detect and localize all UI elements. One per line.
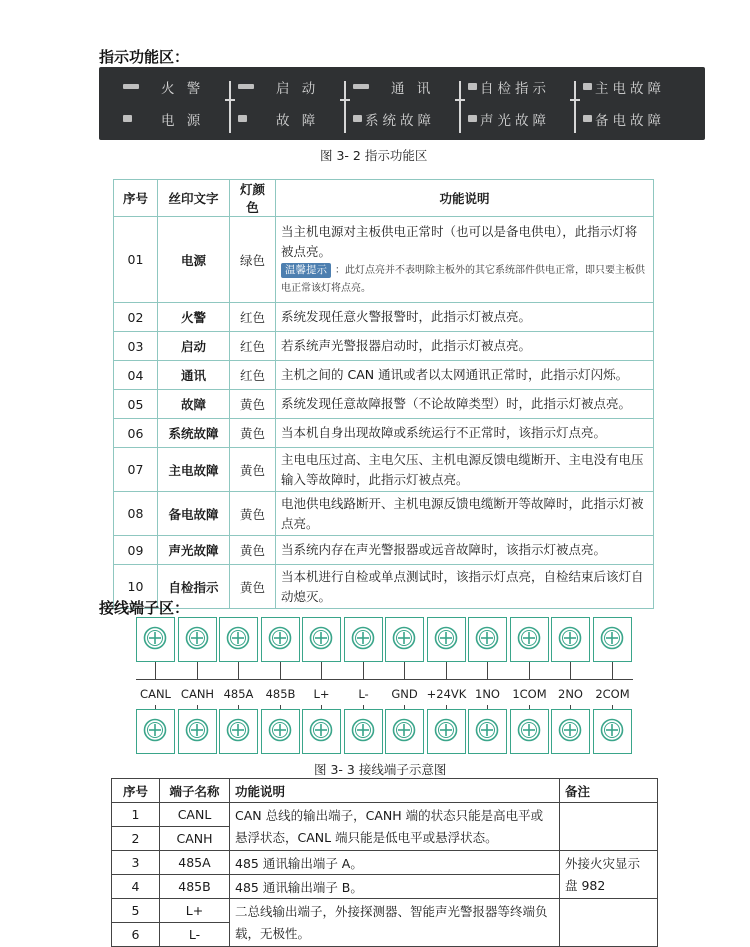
terminal-label: 2COM	[595, 687, 630, 701]
can-description: CAN 总线的输出端子，CANH 端的状态只能是高电平或悬浮状态，CANL 端只能是低电平或悬浮状态。	[230, 803, 560, 851]
table-row: 02 火警 红色 系统发现任意火警报警时，此指示灯被点亮。	[114, 303, 654, 332]
terminal-block-bottom	[593, 709, 632, 754]
tip-note: 温馨提示 ：此灯点亮并不表明除主板外的其它系统部件供电正常，即只要主板供电正常该灯将点亮。	[281, 263, 645, 294]
indicator-selftest: 自检指示	[444, 71, 559, 101]
terminal-label: 1NO	[475, 687, 500, 701]
screw-icon	[558, 718, 582, 742]
terminal-block-bottom	[385, 709, 424, 754]
terminal-table	[111, 778, 658, 947]
header-remark: 备注	[560, 779, 658, 803]
table-row: 4 485B 485 通讯输出端子 B。	[112, 875, 658, 899]
terminal-block-top	[302, 617, 341, 662]
terminal-block-top	[593, 617, 632, 662]
terminal-block-top	[178, 617, 217, 662]
terminal-lead	[197, 662, 198, 680]
led-icon	[238, 115, 247, 122]
terminal-block-top	[219, 617, 258, 662]
indicator-start: 启 动	[214, 71, 329, 101]
terminal-lead	[155, 662, 156, 680]
terminal-label: 485A	[223, 687, 254, 701]
table-header-row	[112, 779, 658, 803]
header-function: 功能说明	[276, 180, 654, 217]
terminal-lead	[446, 705, 447, 709]
led-icon	[583, 115, 592, 122]
led-icon	[583, 83, 592, 90]
indicator-section-title: 指示功能区：	[99, 48, 190, 66]
table-row: 2 CANH	[112, 827, 658, 851]
terminal-block-bottom	[344, 709, 383, 754]
screw-icon	[475, 626, 499, 650]
screw-icon	[517, 626, 541, 650]
terminal-block-bottom	[427, 709, 466, 754]
terminal-block-bottom	[510, 709, 549, 754]
terminal-block-top	[385, 617, 424, 662]
table-row: 5 L+ 二总线输出端子，外接探测器、智能声光警报器等终端负载，无极性。	[112, 899, 658, 923]
terminal-lead	[280, 662, 281, 680]
panel-divider	[574, 81, 576, 133]
terminal-label: 485B	[265, 687, 296, 701]
header-terminal-name: 端子名称	[160, 779, 230, 803]
screw-icon	[143, 626, 167, 650]
indicator-sound-light-fault: 声光故障	[444, 103, 559, 133]
terminal-block-top	[551, 617, 590, 662]
terminal-label: GND	[391, 687, 418, 701]
led-icon	[468, 115, 477, 122]
indicator-fire: 火 警	[99, 71, 214, 101]
terminal-lead	[404, 705, 405, 709]
indicator-comm: 通 讯	[329, 71, 444, 101]
header-silk-text: 丝印文字	[158, 180, 230, 217]
indicator-fault: 故 障	[214, 103, 329, 133]
terminal-block-top	[510, 617, 549, 662]
led-icon	[468, 83, 477, 90]
screw-icon	[517, 718, 541, 742]
panel-divider	[344, 81, 346, 133]
indicator-main-power-fault: 主电故障	[559, 71, 674, 101]
table-row: 05 故障 黄色 系统发现任意故障报警（不论故障类型）时，此指示灯被点亮。	[114, 390, 654, 419]
led-icon	[123, 115, 132, 122]
terminal-label: L-	[358, 687, 369, 701]
screw-icon	[351, 718, 375, 742]
panel-divider	[229, 81, 231, 133]
terminal-lead	[529, 705, 530, 709]
terminal-block-top	[468, 617, 507, 662]
terminal-lead	[612, 705, 613, 709]
screw-icon	[558, 626, 582, 650]
table-row: 08 备电故障 黄色 电池供电线路断开、主机电源反馈电缆断开等故障时，此指示灯被点亮。	[114, 492, 654, 536]
table-row: 10 自检指示 黄色 当本机进行自检或单点测试时，该指示灯点亮，自检结束后该灯自动熄灭。	[114, 565, 654, 609]
terminal-label: 1COM	[512, 687, 547, 701]
table-row: 3 485A 485 通讯输出端子 A。 外接火灾显示盘 982	[112, 851, 658, 875]
header-no: 序号	[114, 180, 158, 217]
indicator-function-table	[113, 179, 654, 609]
header-function: 功能说明	[230, 779, 560, 803]
terminal-block-top	[136, 617, 175, 662]
panel-divider	[459, 81, 461, 133]
terminal-lead	[612, 662, 613, 680]
row-description: 当主机电源对主板供电正常时（也可以是备电供电），此指示灯将被点亮。	[281, 223, 638, 259]
led-icon	[353, 84, 369, 89]
screw-icon	[392, 626, 416, 650]
screw-icon	[434, 626, 458, 650]
screw-icon	[268, 626, 292, 650]
terminal-block-bottom	[219, 709, 258, 754]
terminal-block-top	[261, 617, 300, 662]
terminal-block-bottom	[178, 709, 217, 754]
led-icon	[123, 84, 139, 89]
table-row: 07 主电故障 黄色 主电电压过高、主电欠压、主机电源反馈电缆断开、主电没有电压输入等故障时，此指示灯被点亮。	[114, 448, 654, 492]
led-icon	[353, 115, 362, 122]
table-row: 04 通讯 红色 主机之间的 CAN 通讯或者以太网通讯正常时，此指示灯闪烁。	[114, 361, 654, 390]
screw-icon	[185, 626, 209, 650]
header-light-color: 灯颜色	[230, 180, 276, 217]
terminal-lead	[363, 662, 364, 680]
terminal-block-bottom	[468, 709, 507, 754]
screw-icon	[434, 718, 458, 742]
terminal-label: +24VK	[426, 687, 467, 701]
terminal-bus-line	[136, 679, 633, 680]
table-row: 1 CANL CAN 总线的输出端子，CANH 端的状态只能是高电平或悬浮状态，CANL 端只能是低电平或悬浮状态。	[112, 803, 658, 827]
bus-description: 二总线输出端子，外接探测器、智能声光警报器等终端负载，无极性。	[230, 899, 560, 947]
terminal-label: L+	[313, 687, 330, 701]
terminal-section-title: 接线端子区：	[99, 599, 190, 617]
terminal-block-bottom	[302, 709, 341, 754]
terminal-lead	[446, 662, 447, 680]
terminal-lead	[570, 662, 571, 680]
indicator-panel	[99, 67, 705, 140]
indicator-power: 电 源	[99, 103, 214, 133]
tip-badge: 温馨提示	[281, 263, 331, 278]
screw-icon	[226, 718, 250, 742]
terminal-lead	[238, 705, 239, 709]
terminal-lead	[570, 705, 571, 709]
terminal-lead	[280, 705, 281, 709]
terminal-lead	[487, 705, 488, 709]
terminal-lead	[321, 662, 322, 680]
terminal-lead	[487, 662, 488, 680]
terminal-label: CANH	[180, 687, 215, 701]
indicator-backup-power-fault: 备电故障	[559, 103, 674, 133]
terminal-lead	[529, 662, 530, 680]
remark-cell: 外接火灾显示盘 982	[560, 851, 658, 899]
table-row: 6 L-	[112, 923, 658, 947]
screw-icon	[309, 718, 333, 742]
terminal-lead	[404, 662, 405, 680]
header-no: 序号	[112, 779, 160, 803]
table-row: 09 声光故障 黄色 当系统内存在声光警报器或远音故障时，该指示灯被点亮。	[114, 536, 654, 565]
figure-caption-terminal: 图 3- 3 接线端子示意图	[314, 762, 447, 777]
table-header-row	[114, 180, 654, 217]
screw-icon	[351, 626, 375, 650]
screw-icon	[143, 718, 167, 742]
terminal-lead	[238, 662, 239, 680]
table-row: 01 电源 绿色 当主机电源对主板供电正常时（也可以是备电供电），此指示灯将被点亮。 温馨提示 ：此灯点亮并不表明除主板外的其它系统部件供电正常，即只要主板供电正常该灯将点亮。	[114, 217, 654, 303]
screw-icon	[185, 718, 209, 742]
terminal-block-top	[427, 617, 466, 662]
indicator-system-fault: 系统故障	[329, 103, 444, 133]
terminal-label: 2NO	[558, 687, 583, 701]
terminal-lead	[155, 705, 156, 709]
figure-caption-indicator: 图 3- 2 指示功能区	[320, 148, 428, 163]
screw-icon	[475, 718, 499, 742]
terminal-lead	[321, 705, 322, 709]
terminal-block-top	[344, 617, 383, 662]
terminal-block-bottom	[551, 709, 590, 754]
terminal-strip	[136, 617, 633, 757]
terminal-block-bottom	[261, 709, 300, 754]
terminal-lead	[197, 705, 198, 709]
screw-icon	[268, 718, 292, 742]
led-icon	[238, 84, 254, 89]
terminal-label: CANL	[140, 687, 171, 701]
screw-icon	[600, 626, 624, 650]
indicator-row-1	[99, 71, 705, 107]
terminal-lead	[363, 705, 364, 709]
screw-icon	[309, 626, 333, 650]
screw-icon	[392, 718, 416, 742]
table-row: 03 启动 红色 若系统声光警报器启动时，此指示灯被点亮。	[114, 332, 654, 361]
table-row: 06 系统故障 黄色 当本机自身出现故障或系统运行不正常时，该指示灯点亮。	[114, 419, 654, 448]
indicator-row-2	[99, 103, 705, 139]
terminal-block-bottom	[136, 709, 175, 754]
screw-icon	[226, 626, 250, 650]
screw-icon	[600, 718, 624, 742]
